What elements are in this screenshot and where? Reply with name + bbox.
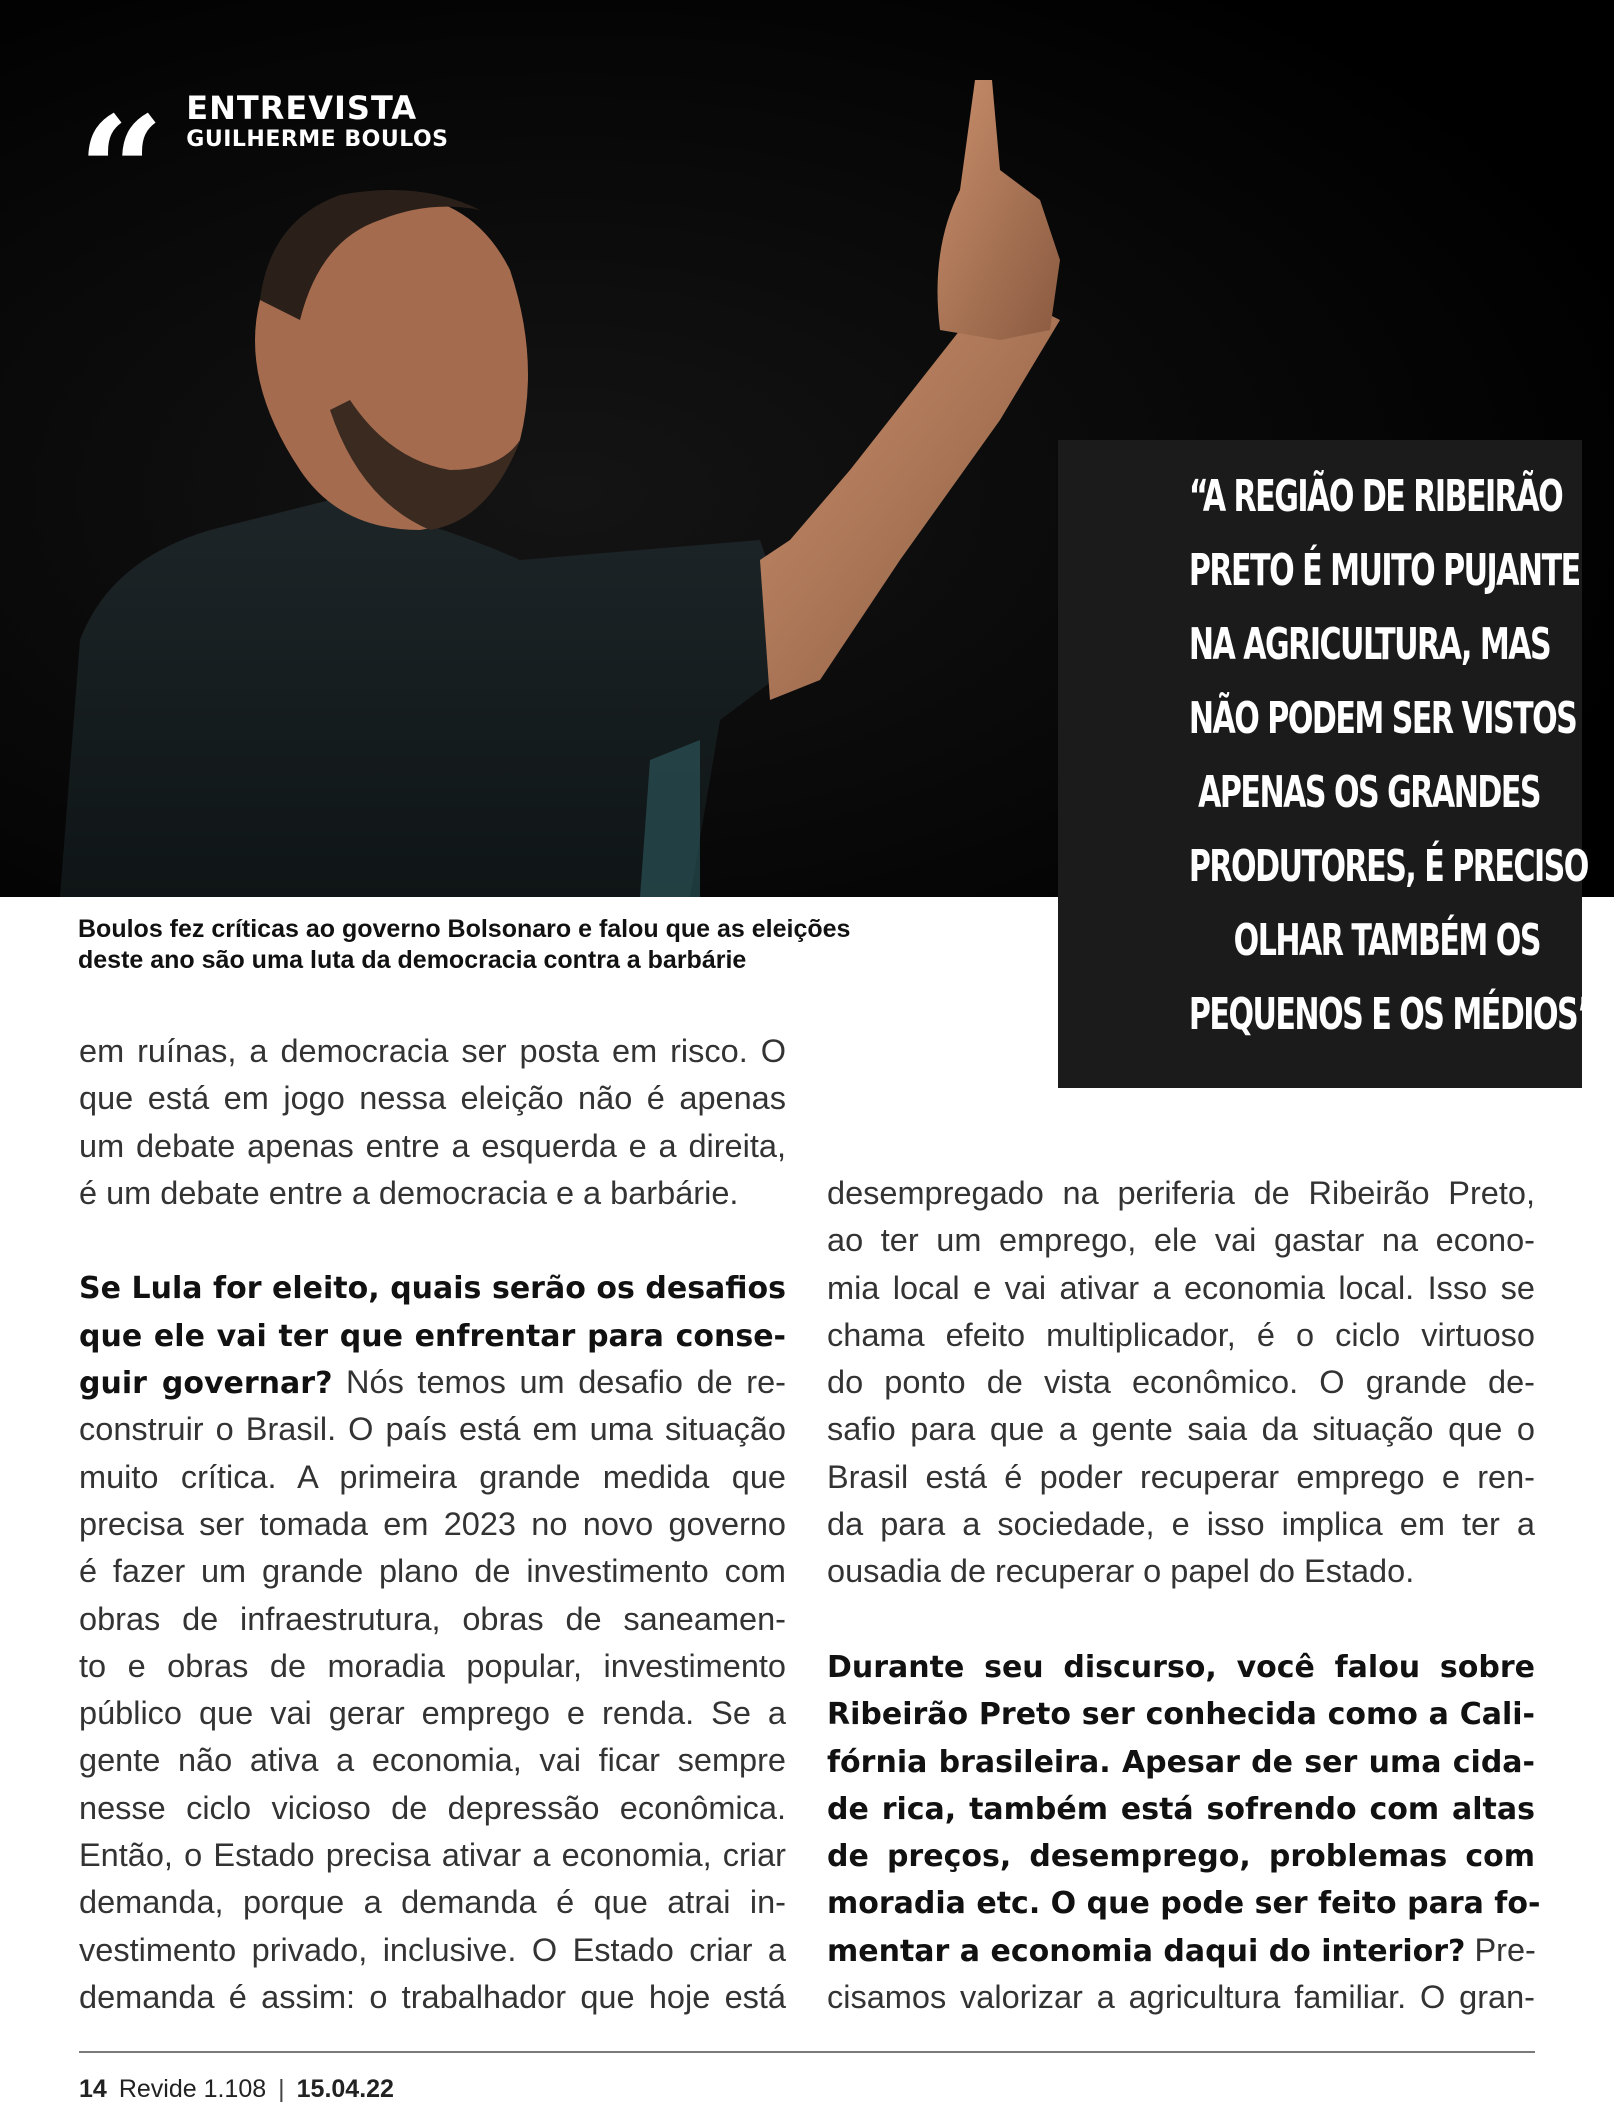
pull-quote-line: OLHAR TAMBÉM OS [1233, 915, 1540, 966]
body-line: demanda é assim: o trabalhador que hoje está [79, 1978, 786, 2015]
interviewee-name: GUILHERME BOULOS [186, 127, 449, 153]
pull-quote [1058, 440, 1596, 1088]
photo-caption [78, 914, 978, 976]
body-line: do ponto de vista econômico. O grande de- [827, 1364, 1535, 1401]
body-line: mia local e vai ativar a economia local. Isso se [827, 1269, 1535, 1306]
caption-line: Boulos fez críticas ao governo Bolsonaro e falou que as eleições [78, 915, 851, 943]
body-line: em ruínas, a democracia ser posta em risco. O [79, 1033, 786, 1069]
pull-quote-line: “A REGIÃO DE RIBEIRÃO [1188, 471, 1563, 522]
paragraph-gap [79, 1217, 786, 1264]
question-line [827, 1690, 1535, 1737]
issue-date: 15.04.22 [296, 2074, 394, 2103]
question-line [827, 1879, 1541, 1926]
section-title: ENTREVISTA [186, 89, 418, 128]
question-line [827, 1738, 1535, 1785]
question-line [79, 1264, 786, 1311]
section-tag [78, 82, 449, 260]
question-line [827, 1643, 1535, 1690]
quote-mark-icon: “ [78, 84, 165, 260]
question-text: guir governar? [79, 1366, 333, 1402]
answer-text: Pre- [1465, 1931, 1536, 1968]
body-line: é um debate entre a democracia e a barbárie. [79, 1174, 739, 1211]
body-line: to e obras de moradia popular, investimento [79, 1647, 786, 1684]
question-line [79, 1312, 786, 1359]
question-text: Se Lula for eleito, quais serão os desafios [79, 1271, 786, 1307]
body-line: desempregado na periferia de Ribeirão Preto, [827, 1175, 1535, 1211]
body-line: precisa ser tomada em 2023 no novo governo [79, 1505, 786, 1542]
question-text: que ele vai ter que enfrentar para conse- [79, 1318, 786, 1354]
body-column-right [827, 1170, 1541, 2021]
footer-separator: | [278, 2074, 285, 2103]
pull-quote-line: PEQUENOS E OS MÉDIOS” [1188, 989, 1596, 1040]
body-line: Então, o Estado precisa ativar a economia, criar [79, 1837, 786, 1874]
footer-divider [79, 2051, 1535, 2053]
body-line: ao ter um emprego, ele vai gastar na econo- [827, 1222, 1535, 1259]
body-line: obras de infraestrutura, obras de saneamen- [79, 1600, 786, 1637]
body-line: chama efeito multiplicador, é o ciclo virtuoso [827, 1316, 1535, 1353]
pull-quote-line: NA AGRICULTURA, MAS [1188, 619, 1551, 670]
paragraph-gap [827, 1596, 1535, 1643]
page-number: 14 [79, 2074, 107, 2103]
question-text: moradia etc. O que pode ser feito para fo- [827, 1886, 1541, 1922]
pull-quote-line: PRODUTORES, É PRECISO [1188, 841, 1588, 892]
body-line: ousadia de recuperar o papel do Estado. [827, 1553, 1415, 1590]
question-answer-line [79, 1359, 786, 1406]
body-line: construir o Brasil. O país está em uma situação [79, 1411, 786, 1448]
page-footer [79, 2074, 394, 2104]
question-answer-line [827, 1927, 1535, 1974]
body-line: público que vai gerar emprego e renda. Se a [79, 1695, 786, 1732]
pull-quote-line: PRETO É MUITO PUJANTE [1188, 545, 1580, 596]
body-line: muito crítica. A primeira grande medida que [79, 1458, 786, 1495]
question-text: fórnia brasileira. Apesar de ser uma cida- [827, 1744, 1535, 1780]
question-text: Durante seu discurso, você falou sobre [827, 1649, 1535, 1685]
question-line [827, 1832, 1535, 1879]
body-line: demanda, porque a demanda é que atrai in- [79, 1884, 786, 1921]
question-text: mentar a economia daqui do interior? [827, 1933, 1466, 1969]
body-line: nesse ciclo vicioso de depressão econômica. [79, 1789, 786, 1826]
question-text: de preços, desemprego, problemas com [827, 1839, 1535, 1875]
body-line: vestimento privado, inclusive. O Estado criar a [79, 1931, 786, 1968]
body-line: safio para que a gente saia da situação que o [827, 1411, 1535, 1448]
body-column-left [79, 1028, 786, 2021]
question-line [827, 1785, 1535, 1832]
answer-text: Nós temos um desafio de re- [332, 1364, 787, 1401]
body-line: cisamos valorizar a agricultura familiar. O gran- [827, 1979, 1535, 2016]
question-text: de rica, também está sofrendo com altas [827, 1791, 1535, 1827]
body-line: Brasil está é poder recuperar emprego e ren- [827, 1458, 1535, 1495]
pull-quote-line: NÃO PODEM SER VISTOS [1188, 693, 1577, 744]
pull-quote-line: APENAS OS GRANDES [1198, 767, 1540, 818]
body-line: que está em jogo nessa eleição não é apenas [79, 1080, 786, 1117]
body-line: é fazer um grande plano de investimento com [79, 1553, 786, 1590]
question-text: Ribeirão Preto ser conhecida como a Cali- [827, 1697, 1535, 1733]
magazine-issue: Revide 1.108 [118, 2074, 267, 2103]
caption-line: deste ano são uma luta da democracia contra a barbárie [78, 946, 747, 974]
body-line: um debate apenas entre a esquerda e a direita, [79, 1127, 786, 1164]
body-line: da para a sociedade, e isso implica em ter a [827, 1506, 1535, 1543]
body-line: gente não ativa a economia, vai ficar sempre [79, 1742, 786, 1779]
